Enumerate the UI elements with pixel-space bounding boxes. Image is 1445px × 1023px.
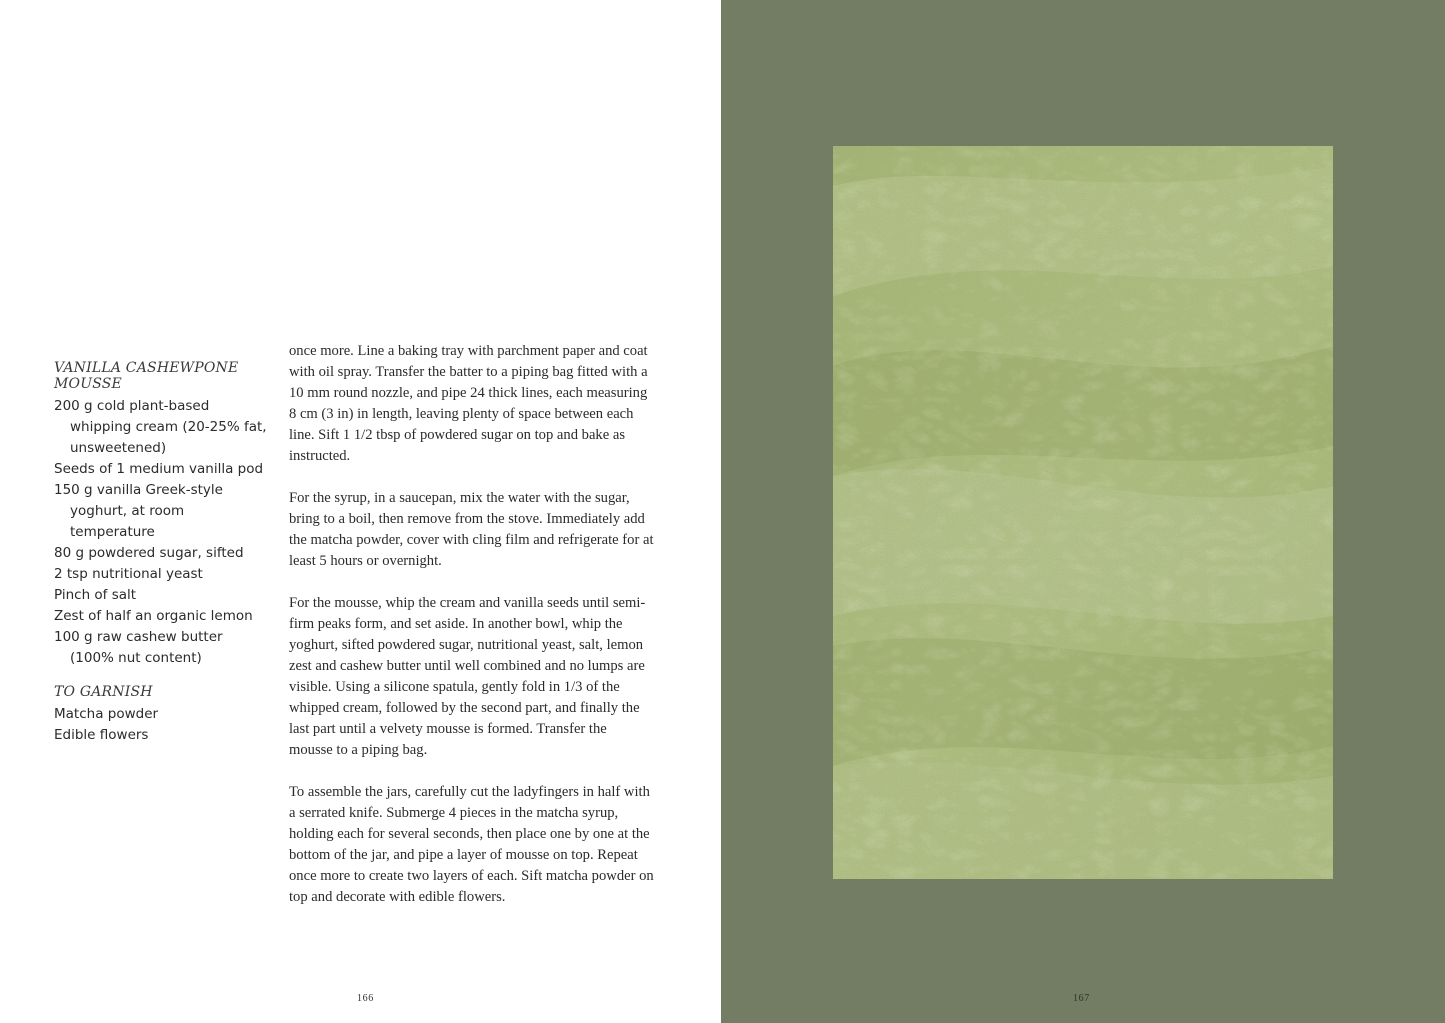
list-item: 150 g vanilla Greek-style yoghurt, at room temperature: [54, 482, 223, 540]
garnish-ingredient-list: [54, 704, 269, 746]
list-item: Edible flowers: [54, 727, 149, 743]
matcha-powder-photo: [833, 146, 1333, 879]
method-paragraph: once more. Line a baking tray with parchment paper and coat with oil spray. Transfer the batter to a piping bag fitted with a 10 mm round nozzle, and pipe 24 thick lines, each measuring 8 cm (3 in) in length, leaving plenty of space between each line. Sift 1 1/2 tbsp of powdered sugar on top and bake as instructed.: [289, 343, 648, 464]
list-item: 100 g raw cashew butter (100% nut content): [54, 629, 223, 666]
method-paragraph: For the syrup, in a saucepan, mix the water with the sugar, bring to a boil, then remove from the stove. Immediately add the matcha powder, cover with cling film and refrigerate for at least 5 hours or overnight.: [289, 490, 654, 569]
garnish-heading: TO GARNISH: [54, 684, 153, 700]
ingredients-column: [54, 357, 269, 746]
left-page: [0, 0, 721, 1023]
matcha-texture-image: [833, 146, 1333, 879]
method-paragraph: For the mousse, whip the cream and vanilla seeds until semi-firm peaks form, and set aside. In another bowl, whip the yoghurt, sifted powdered sugar, nutritional yeast, salt, lemon zest and cashew butter until well combined and no lumps are visible. Using a silicone spatula, gently fold in 1/3 of the whipped cream, followed by the second part, and finally the last part until a velvety mousse is formed. Transfer the mousse to a piping bag.: [289, 595, 646, 758]
list-item: Matcha powder: [54, 706, 159, 722]
list-item: Pinch of salt: [54, 587, 137, 603]
list-item: Seeds of 1 medium vanilla pod: [54, 461, 264, 477]
list-item: 80 g powdered sugar, sifted: [54, 545, 244, 561]
list-item: Zest of half an organic lemon: [54, 608, 253, 624]
mousse-heading: VANILLA CASHEWPONE MOUSSE: [54, 360, 239, 392]
method-column: [289, 341, 654, 929]
method-paragraph: To assemble the jars, carefully cut the ladyfingers in half with a serrated knife. Submerge 4 pieces in the matcha syrup, holding each for several seconds, then place one by one at the bottom of the jar, and pipe a layer of mousse on top. Repeat once more to create two layers of each. Sift matcha powder on top and decorate with edible flowers.: [289, 784, 654, 905]
page-number-right: 167: [1073, 993, 1090, 1004]
list-item: 2 tsp nutritional yeast: [54, 566, 203, 582]
page-number-left: 166: [357, 993, 374, 1004]
list-item: 200 g cold plant-based whipping cream (20-25% fat, unsweetened): [54, 398, 267, 456]
garnish-block: [54, 684, 269, 746]
mousse-ingredient-list: [54, 396, 269, 669]
